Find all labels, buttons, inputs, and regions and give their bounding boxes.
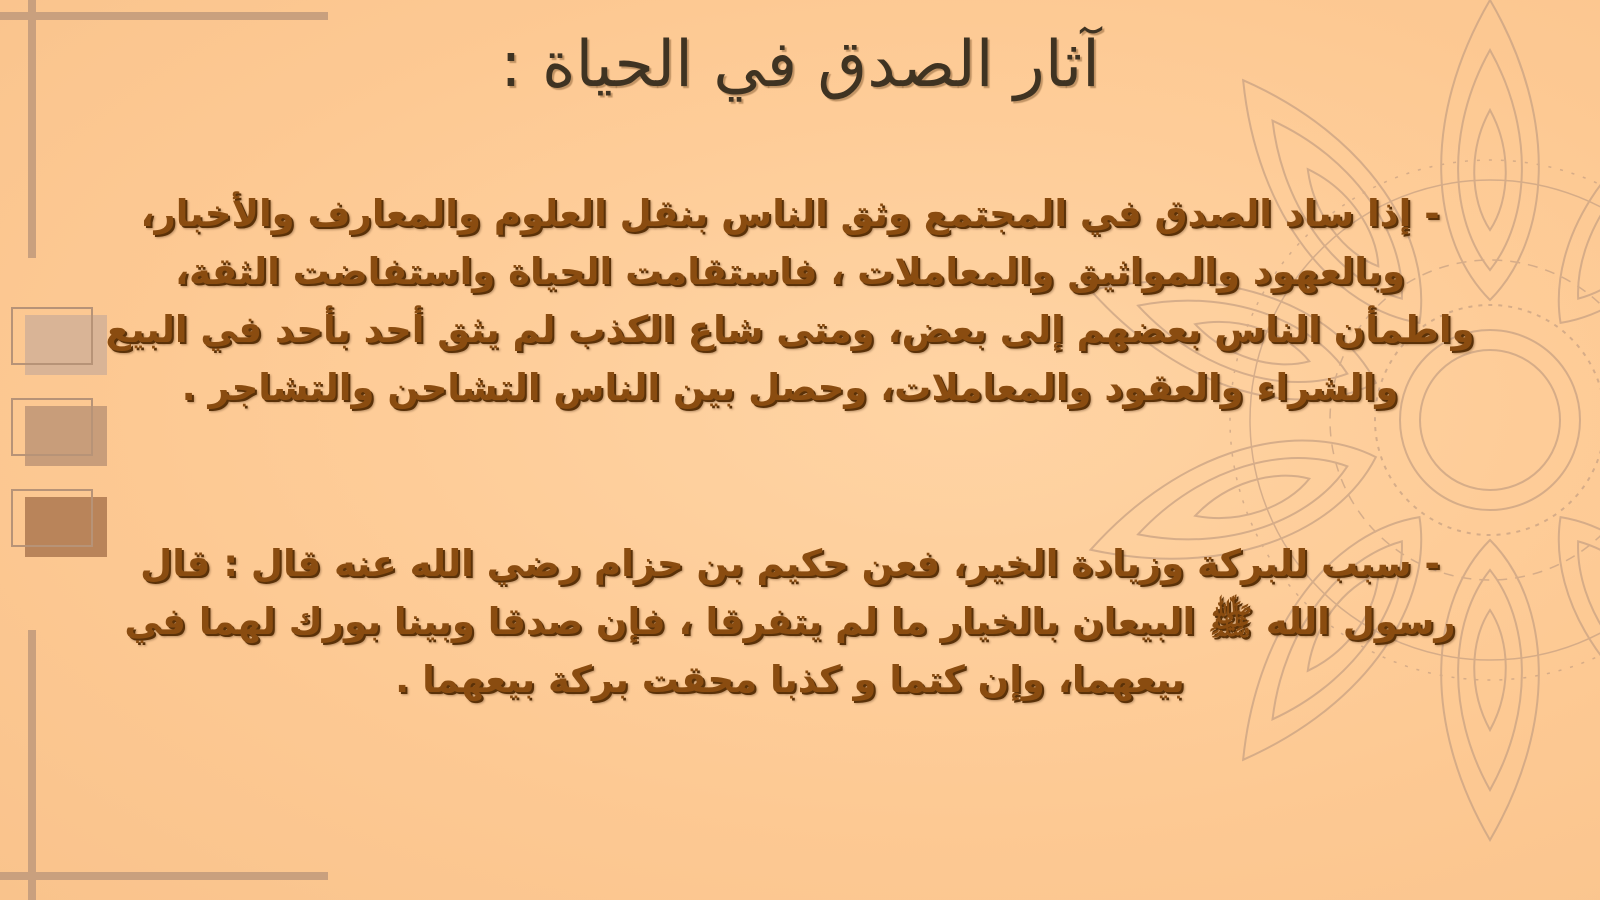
frame-left-line-bottom — [28, 630, 36, 900]
frame-bottom-line — [0, 872, 328, 880]
paragraph-blessing-hadith: - سبب للبركة وزيادة الخير، فعن حكيم بن حزام رضي الله عنه قال : قال رسول الله ﷺ البيعان بالخيار ما لم يتفرقا ، فإن صدقا وبينا بورك لهما في بيعهما، وإن كتما و كذبا محقت بركة بيعهما . — [124, 542, 1456, 701]
frame-left-line-top — [28, 0, 36, 258]
paragraph-truth-in-society: - إذا ساد الصدق في المجتمع وثق الناس بنقل العلوم والمعارف والأخبار، وبالعهود والمواثيق والمعاملات ، فاستقامت الحياة واستفاضت الثقة، واطمأن الناس بعضهم إلى بعض، ومتى شاع الكذب لم يثق أحد بأحد في البيع والشراء والعقود والمعاملات، وحصل بين الناس التشاحن والتشاجر . — [105, 192, 1475, 409]
decor-square-outline — [11, 307, 93, 365]
frame-top-line — [0, 12, 328, 20]
decor-square-2 — [11, 398, 95, 456]
decor-square-outline — [11, 489, 93, 547]
mandala-ornament — [1020, 0, 1600, 900]
slide-title: آثار الصدق في الحياة : — [500, 28, 1100, 102]
decor-square-outline — [11, 398, 93, 456]
decor-square-1 — [11, 307, 95, 365]
decor-square-3 — [11, 489, 95, 547]
